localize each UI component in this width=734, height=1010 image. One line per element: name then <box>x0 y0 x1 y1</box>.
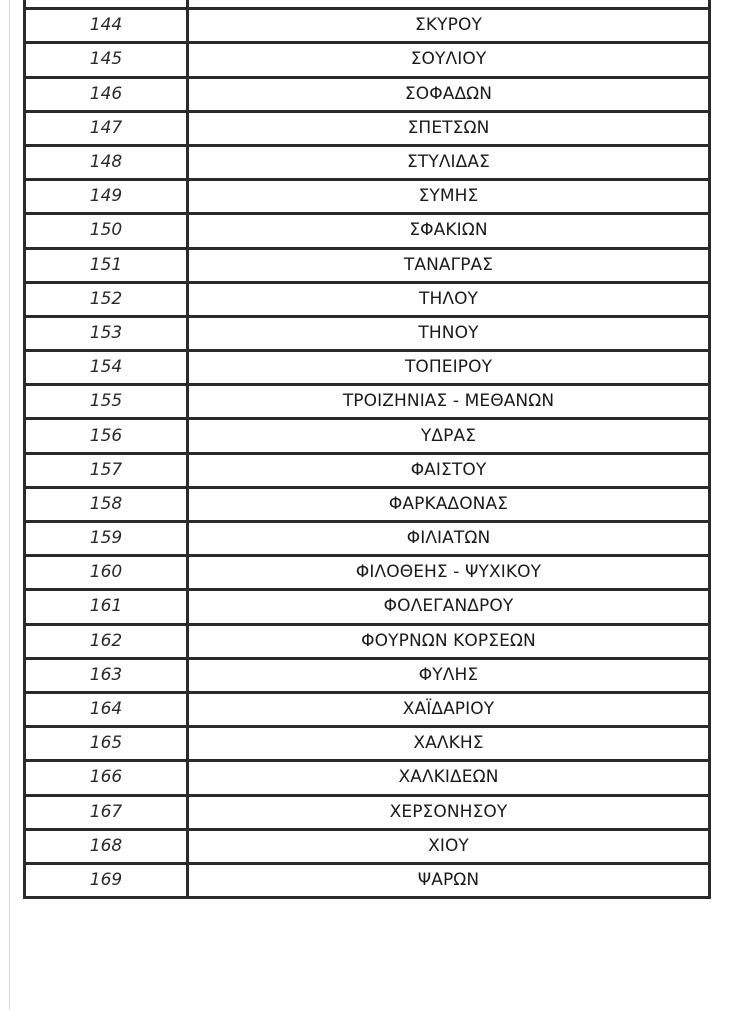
municipality-name-cell: ΤΗΝΟΥ <box>188 316 710 350</box>
row-number-cell: 168 <box>25 829 188 863</box>
table-row-partial <box>25 0 710 9</box>
table-row <box>25 453 710 487</box>
table-row <box>25 9 710 43</box>
row-number-cell: 157 <box>25 453 188 487</box>
municipality-name-cell: ΥΔΡΑΣ <box>188 419 710 453</box>
municipality-name-cell: ΣΥΜΗΣ <box>188 180 710 214</box>
table-row <box>25 43 710 77</box>
municipality-name-cell: ΦΥΛΗΣ <box>188 658 710 692</box>
table-row <box>25 248 710 282</box>
row-number-cell: 151 <box>25 248 188 282</box>
row-number-cell: 158 <box>25 487 188 521</box>
municipality-name-cell: ΤΡΟΙΖΗΝΙΑΣ - ΜΕΘΑΝΩΝ <box>188 385 710 419</box>
table-row <box>25 658 710 692</box>
row-number-cell: 145 <box>25 43 188 77</box>
row-number-cell: 146 <box>25 77 188 111</box>
row-number-cell: 155 <box>25 385 188 419</box>
row-number-cell: 167 <box>25 795 188 829</box>
table-row <box>25 385 710 419</box>
row-number-cell: 159 <box>25 522 188 556</box>
municipality-name-cell: ΧΙΟΥ <box>188 829 710 863</box>
municipality-name-cell: ΦΙΛΙΑΤΩΝ <box>188 522 710 556</box>
row-number-cell: 150 <box>25 214 188 248</box>
row-number-cell: 165 <box>25 727 188 761</box>
municipality-name-cell: ΣΚΥΡΟΥ <box>188 9 710 43</box>
table-row <box>25 180 710 214</box>
row-number-cell: 148 <box>25 145 188 179</box>
municipality-name-cell: ΤΑΝΑΓΡΑΣ <box>188 248 710 282</box>
row-number-cell <box>25 0 188 9</box>
municipality-name-cell: ΦΟΛΕΓΑΝΔΡΟΥ <box>188 590 710 624</box>
table-row <box>25 761 710 795</box>
municipality-name-cell: ΤΟΠΕΙΡΟΥ <box>188 351 710 385</box>
table-row <box>25 863 710 897</box>
row-number-cell: 153 <box>25 316 188 350</box>
municipality-name-cell: ΤΗΛΟΥ <box>188 282 710 316</box>
table-row <box>25 145 710 179</box>
table-row <box>25 214 710 248</box>
municipality-name-cell: ΦΟΥΡΝΩΝ ΚΟΡΣΕΩΝ <box>188 624 710 658</box>
row-number-cell: 163 <box>25 658 188 692</box>
row-number-cell: 156 <box>25 419 188 453</box>
table-row <box>25 351 710 385</box>
table-row <box>25 692 710 726</box>
municipality-name-cell: ΣΟΦΑΔΩΝ <box>188 77 710 111</box>
table-row <box>25 624 710 658</box>
municipality-name-cell: ΨΑΡΩΝ <box>188 863 710 897</box>
municipality-name-cell <box>188 0 710 9</box>
municipality-name-cell: ΧΑΛΚΗΣ <box>188 727 710 761</box>
table-row <box>25 590 710 624</box>
municipality-name-cell: ΧΑΛΚΙΔΕΩΝ <box>188 761 710 795</box>
page-left-edge <box>9 0 10 1010</box>
table-row <box>25 487 710 521</box>
municipality-name-cell: ΦΙΛΟΘΕΗΣ - ΨΥΧΙΚΟΥ <box>188 556 710 590</box>
row-number-cell: 160 <box>25 556 188 590</box>
municipalities-table <box>23 0 711 899</box>
table-row <box>25 316 710 350</box>
municipality-name-cell: ΣΦΑΚΙΩΝ <box>188 214 710 248</box>
row-number-cell: 152 <box>25 282 188 316</box>
row-number-cell: 154 <box>25 351 188 385</box>
row-number-cell: 144 <box>25 9 188 43</box>
table-body <box>25 0 710 898</box>
municipality-name-cell: ΧΑΪΔΑΡΙΟΥ <box>188 692 710 726</box>
municipality-name-cell: ΧΕΡΣΟΝΗΣΟΥ <box>188 795 710 829</box>
table-row <box>25 111 710 145</box>
row-number-cell: 169 <box>25 863 188 897</box>
table-row <box>25 522 710 556</box>
row-number-cell: 149 <box>25 180 188 214</box>
municipality-name-cell: ΦΑΙΣΤΟΥ <box>188 453 710 487</box>
table-row <box>25 556 710 590</box>
row-number-cell: 164 <box>25 692 188 726</box>
table-row <box>25 727 710 761</box>
row-number-cell: 147 <box>25 111 188 145</box>
table-row <box>25 282 710 316</box>
municipality-name-cell: ΣΤΥΛΙΔΑΣ <box>188 145 710 179</box>
row-number-cell: 166 <box>25 761 188 795</box>
municipality-name-cell: ΦΑΡΚΑΔΟΝΑΣ <box>188 487 710 521</box>
table-row <box>25 77 710 111</box>
table-row <box>25 829 710 863</box>
table-row <box>25 795 710 829</box>
row-number-cell: 161 <box>25 590 188 624</box>
row-number-cell: 162 <box>25 624 188 658</box>
table-row <box>25 419 710 453</box>
municipality-name-cell: ΣΟΥΛΙΟΥ <box>188 43 710 77</box>
municipality-name-cell: ΣΠΕΤΣΩΝ <box>188 111 710 145</box>
